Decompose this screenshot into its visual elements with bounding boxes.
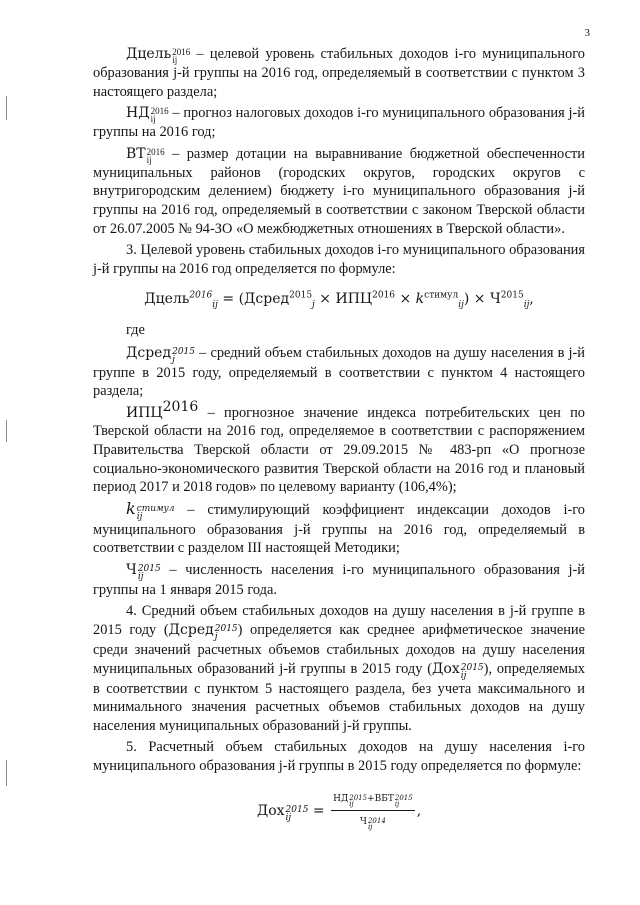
definition-ipc: $ИПЦ^{2016}$ – прогнозное значение индекса потребительских цен по Тверской области на 2016 год, определяемое в соответствии с распоряжением Правительства Тверской области от 29.09.2015 № 483-рп «О прогнозе социально-экономического развития Тверской области на 2016 год и плановый период 2017 и 2018 годов» по целевому варианту (106,4%); — [93, 398, 585, 496]
var-vt: ВТ — [126, 145, 146, 162]
scan-edge-mark — [6, 96, 7, 120]
var-dcel: Дцель — [126, 46, 172, 62]
definition-vt: ВТ 2016 ij – размер дотации на выравнивание бюджетной обеспеченности муниципальных районов (городских округов, городских округов с внутригородским делением) бюджету i-го муниципального образования j-й группы на 2016 год, определяемый в соответствии с законом Тверской области от 26.07.2005 № 94-ЗО «О межбюджетных отношениях в Тверской области». — [93, 145, 585, 237]
document-body — [93, 45, 585, 832]
formula-dox: Дох 2015 ij = НД 2015 ij +ВБТ 2015 ij Ч 2014 ij , — [93, 790, 585, 832]
section-5-paragraph: 5. Расчетный объем стабильных доходов на душу населения i-го муниципального образования j-й группы в 2015 году определяется по формуле: — [93, 739, 585, 775]
fraction-numerator: НД 2015 ij +ВБТ 2015 ij — [331, 790, 415, 812]
definition-nd: НД 2016 ij – прогноз налоговых доходов i-го муниципального образования j-й группы на 2016 год; — [93, 105, 585, 141]
definition-population: Ч 2015 ij – численность населения i-го муниципального образования j-й группы на 1 января 2015 года. — [93, 561, 585, 598]
page-number: 3 — [584, 27, 590, 39]
formula-dcel: Дцель$^{2016}_{ij}$ = (Дсред$^{2015}_j$ × $ИПЦ^{2016} \times k^{стимул}_{ij}) \times Ч^{2015}_{ij}$, — [144, 290, 534, 311]
var-nd: НД — [126, 105, 150, 122]
section-3-paragraph: 3. Целевой уровень стабильных доходов i-го муниципального образования j-й группы на 2016 год определяется по формуле: — [93, 242, 585, 277]
definition-dsred: Дсред 2015 j – средний объем стабильных доходов на душу населения в j-й группе в 2015 году, определяемый в соответствии с пунктом 4 настоящего раздела; — [93, 344, 585, 400]
definition-dcel: Дцель 2016 ij – целевой уровень стабильных доходов i-го муниципального образования j-й группы на 2016 год, определяемый в соответствии с пунктом 3 настоящего раздела; — [93, 46, 585, 100]
section-4-paragraph: 4. Средний объем стабильных доходов на душу населения в j-й группе в 2015 году (Дсред 2015 j ) определяется как среднее арифметическое значение среди значений расчетных объемов стабильных доходов на душу населения муниципальных образований j-й группы в 2015 году (Дох 2015 ij ), определяемых в соответствии с пунктом 5 настоящего раздела, без учета максимального и минимального значения расчетных объемов стабильных доходов на душу населения муниципальных образований j-й группы. — [93, 603, 585, 734]
fraction — [331, 790, 415, 832]
fraction-denominator: Ч 2014 ij — [360, 817, 386, 832]
scan-edge-mark — [6, 420, 7, 442]
definition-k-stimul: k стимул ij – стимулирующий коэффициент индексации доходов i-го муниципального образования j-й группы на 2016 год, определяемый в соответствии с разделом III настоящей Методики; — [93, 498, 585, 557]
where-label: где — [126, 321, 145, 338]
scan-edge-mark — [6, 760, 7, 786]
